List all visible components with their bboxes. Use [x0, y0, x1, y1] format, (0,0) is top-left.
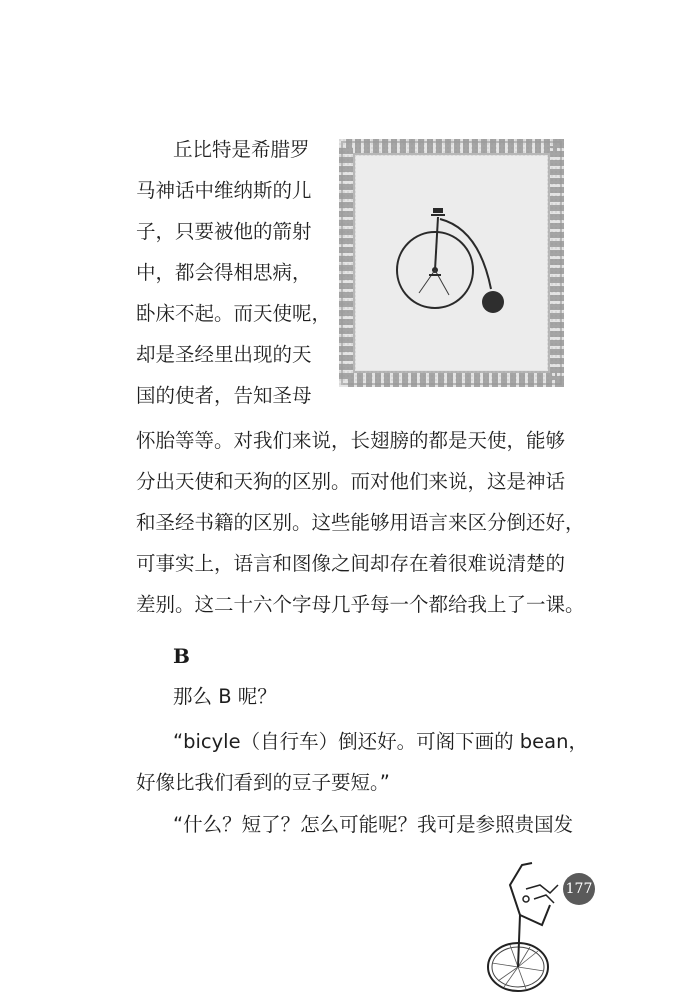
text-line: 中，都会得相思病，: [136, 261, 312, 284]
text-line: 马神话中维纳斯的儿: [136, 179, 312, 202]
penny-farthing-bicycle-illustration: [339, 139, 564, 387]
text-line: 可事实上，语言和图像之间却存在着很难说清楚的: [136, 552, 566, 575]
bicycle-sketch-icon: [480, 855, 610, 995]
text-line: 国的使者，告知圣母: [136, 384, 312, 407]
text-line: 差别。这二十六个字母几乎每一个都给我上了一课。: [136, 593, 585, 616]
text-line: 卧床不起。而天使呢，: [136, 302, 332, 325]
section-heading: B: [173, 644, 190, 668]
text-line: 好像比我们看到的豆子要短。”: [136, 771, 390, 794]
text-line: 丘比特是希腊罗: [173, 138, 310, 161]
page-number: 177: [563, 873, 595, 905]
text-line: 和圣经书籍的区别。这些能够用语言来区分倒还好，: [136, 511, 585, 534]
text-line: 分出天使和天狗的区别。而对他们来说，这是神话: [136, 470, 566, 493]
text-line: 子，只要被他的箭射: [136, 220, 312, 243]
text-line: 怀胎等等。对我们来说，长翅膀的都是天使，能够: [136, 429, 566, 452]
text-line: 却是圣经里出现的天: [136, 343, 312, 366]
text-line: “bicyle（自行车）倒还好。可阁下画的 bean，: [173, 730, 588, 753]
text-line: 那么 B 呢？: [173, 685, 277, 708]
text-line: “什么？短了？怎么可能呢？我可是参照贵国发: [173, 813, 574, 836]
